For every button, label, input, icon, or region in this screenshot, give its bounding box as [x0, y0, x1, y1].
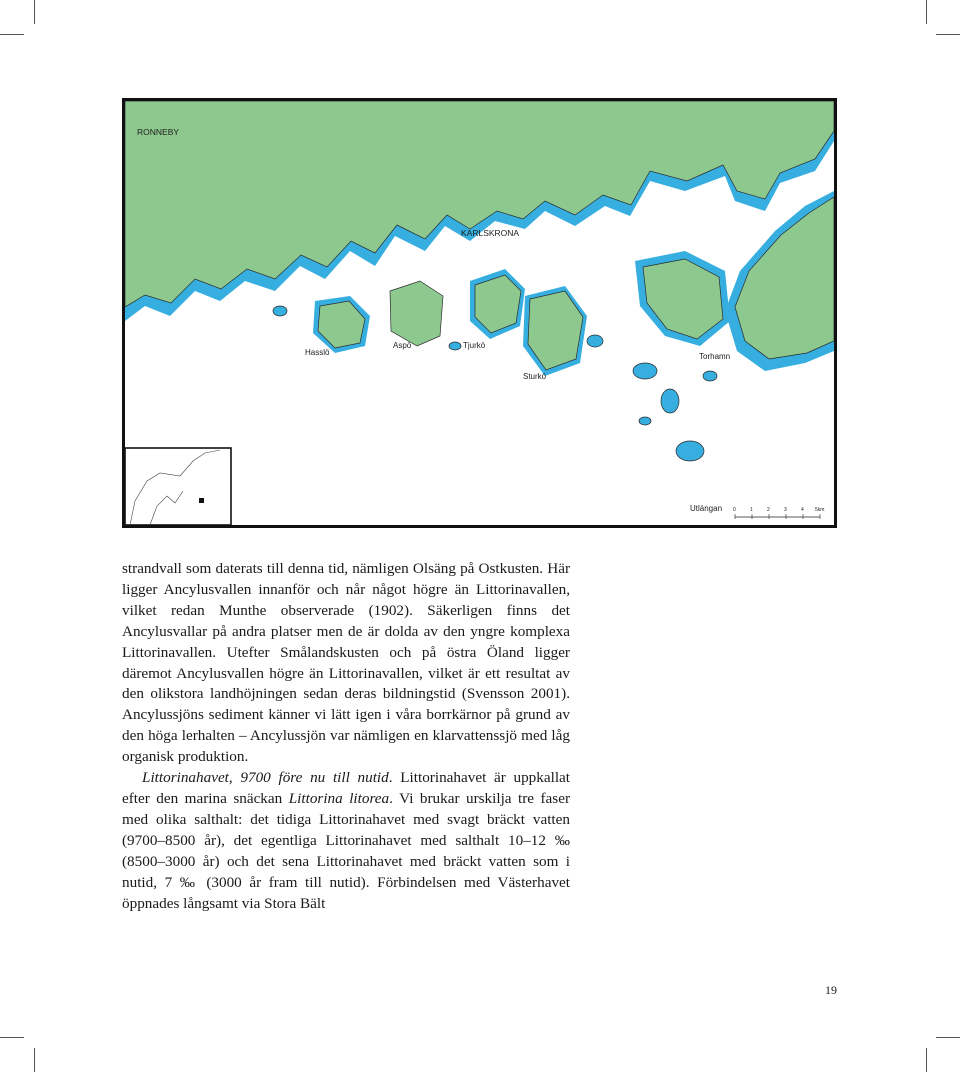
section-heading-littorinahavet: Littorinahavet, 9700 före nu till nutid — [142, 769, 389, 787]
crop-mark — [936, 34, 960, 35]
label-hasslo: Hasslö — [305, 348, 330, 357]
crop-mark — [34, 1048, 35, 1072]
paragraph-ancylus: strandvall som daterats till denna tid, nämligen Olsäng på Ostkusten. Här ligger Ancylusvallen innanför och når något högre än Littorinavallen, vilket redan Munthe observerade (1902). Säkerligen finns det Ancylusvallar på andra platser men de är dolda av den yngre komplexa Littorinavallen. Utefter Smålandskusten och på östra Öland ligger däremot Ancylusvallen högre än Littorinavallen, vilket är ett resultat av den olikstora landhöjningen sedan deras bildningstid (Svensson 2001). Ancylussjöns sediment känner vi lätt igen i våra borrkärnor på grund av den höga lerhalten – Ancylussjön var nämligen en klarvattenssjö med låg organisk produktion. — [122, 560, 570, 766]
label-ronneby: RONNEBY — [137, 127, 180, 137]
crop-mark — [34, 0, 35, 24]
crop-mark — [0, 1037, 24, 1038]
scale-tick-label: 3 — [784, 507, 787, 513]
label-utlangan: Utlängan — [690, 504, 723, 513]
scale-tick-label: 0 — [733, 507, 736, 513]
label-torhamn: Torhamn — [699, 352, 731, 361]
inset-overview-map — [125, 448, 231, 525]
map-drawing — [125, 101, 834, 525]
label-karlskrona: KARLSKRONA — [461, 228, 520, 238]
scale-tick-label: 1 — [750, 507, 753, 513]
crop-mark — [0, 34, 24, 35]
crop-mark — [926, 0, 927, 24]
scale-tick-label: 2 — [767, 507, 770, 513]
label-sturko: Sturkö — [523, 372, 547, 381]
crop-mark — [926, 1048, 927, 1072]
coastline-map — [122, 98, 837, 528]
species-name: Littorina litorea — [288, 789, 390, 807]
body-text — [122, 559, 570, 914]
paragraph-text: . Vi brukar urskilja tre faser med olika salthalt: det tidiga Littorinahavet med svagt bräckt vatten (9700–8500 år), det egentliga Littorinahavet med salthalt 10–12 ‰ (8500–3000 år) och det sena Littorinahavet med bräckt vatten som i nutid, 7 ‰ (3000 år fram till nutid). Förbindelsen med Västerhavet öppnades långsamt via Stora Bält — [122, 789, 571, 912]
page-number: 19 — [825, 983, 837, 997]
scale-tick-label: 5km — [815, 507, 825, 513]
scale-bar — [733, 507, 824, 519]
paragraph-text: . Littorinahavet är uppkallat efter den marina snäckan — [122, 769, 570, 807]
paragraph-littorina — [122, 768, 570, 914]
scale-tick-label: 4 — [801, 507, 804, 513]
crop-mark — [936, 1037, 960, 1038]
label-aspo: Aspö — [393, 341, 412, 350]
label-tjurko: Tjurkö — [463, 341, 486, 350]
